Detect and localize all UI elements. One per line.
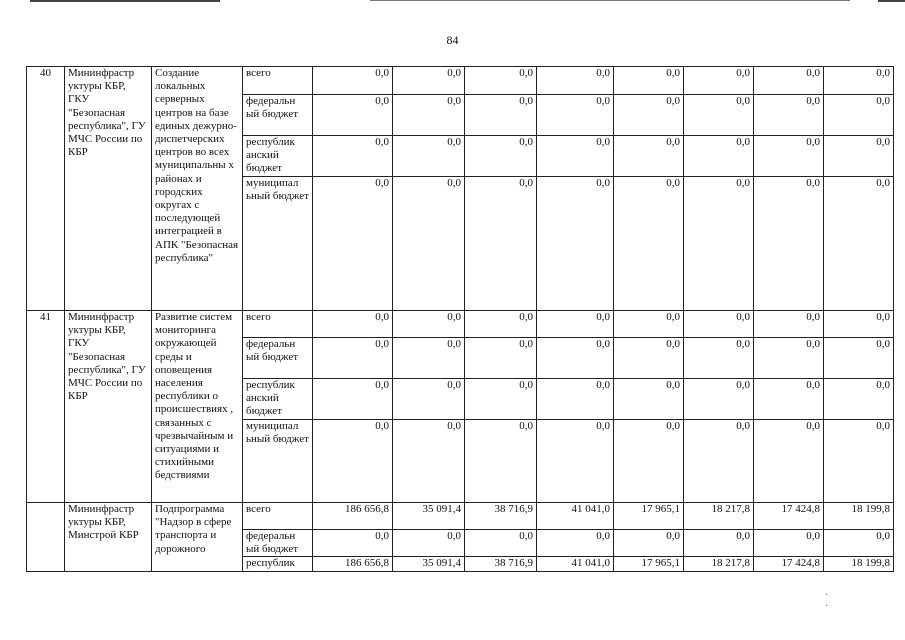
- value-cell: 0,0: [754, 338, 824, 379]
- value-cell: 0,0: [465, 311, 537, 338]
- value-cell: 38 716,9: [465, 557, 537, 571]
- table-row: [27, 67, 894, 95]
- value-cell: 0,0: [824, 338, 894, 379]
- value-cell: 0,0: [465, 67, 537, 95]
- value-cell: 0,0: [684, 530, 754, 557]
- table-row: [27, 503, 894, 530]
- executor-cell: Мининфрастр уктуры КБР, ГКУ "Безопасная республика", ГУ МЧС России по КБР: [65, 67, 152, 311]
- value-cell: 0,0: [824, 95, 894, 136]
- value-cell: 0,0: [393, 338, 465, 379]
- value-cell: 0,0: [754, 530, 824, 557]
- value-cell: 0,0: [537, 67, 614, 95]
- value-cell: 0,0: [684, 420, 754, 503]
- value-cell: 0,0: [537, 420, 614, 503]
- value-cell: 0,0: [313, 420, 393, 503]
- value-cell: 0,0: [754, 67, 824, 95]
- value-cell: 0,0: [313, 530, 393, 557]
- value-cell: 0,0: [824, 420, 894, 503]
- value-cell: 0,0: [465, 338, 537, 379]
- value-cell: 186 656,8: [313, 503, 393, 530]
- row-number: [27, 503, 65, 572]
- value-cell: 38 716,9: [465, 503, 537, 530]
- funding-source-label: федеральн ый бюджет: [243, 338, 313, 379]
- funding-source-label: всего: [243, 67, 313, 95]
- value-cell: 0,0: [684, 338, 754, 379]
- value-cell: 18 199,8: [824, 557, 894, 571]
- value-cell: 0,0: [824, 530, 894, 557]
- value-cell: 0,0: [393, 177, 465, 311]
- value-cell: 0,0: [614, 136, 684, 177]
- value-cell: 0,0: [393, 95, 465, 136]
- funding-source-label: республик: [243, 557, 313, 571]
- value-cell: 18 217,8: [684, 557, 754, 571]
- funding-source-label: республик анский бюджет: [243, 379, 313, 420]
- funding-source-label: республик анский бюджет: [243, 136, 313, 177]
- value-cell: 41 041,0: [537, 557, 614, 571]
- value-cell: 0,0: [537, 311, 614, 338]
- value-cell: 0,0: [313, 338, 393, 379]
- value-cell: 0,0: [614, 338, 684, 379]
- funding-source-label: всего: [243, 311, 313, 338]
- value-cell: 0,0: [614, 379, 684, 420]
- value-cell: 0,0: [537, 530, 614, 557]
- value-cell: 0,0: [465, 420, 537, 503]
- value-cell: 0,0: [614, 311, 684, 338]
- value-cell: 0,0: [313, 95, 393, 136]
- value-cell: 0,0: [393, 420, 465, 503]
- value-cell: 0,0: [393, 311, 465, 338]
- value-cell: 0,0: [684, 95, 754, 136]
- value-cell: 0,0: [313, 379, 393, 420]
- row-number: 40: [27, 67, 65, 311]
- value-cell: 0,0: [684, 136, 754, 177]
- value-cell: 0,0: [824, 379, 894, 420]
- value-cell: 0,0: [465, 379, 537, 420]
- value-cell: 0,0: [754, 311, 824, 338]
- value-cell: 0,0: [824, 67, 894, 95]
- value-cell: 0,0: [313, 177, 393, 311]
- value-cell: 0,0: [465, 136, 537, 177]
- value-cell: 0,0: [614, 420, 684, 503]
- value-cell: 0,0: [465, 177, 537, 311]
- value-cell: 35 091,4: [393, 503, 465, 530]
- value-cell: 17 965,1: [614, 557, 684, 571]
- value-cell: 0,0: [313, 311, 393, 338]
- funding-source-label: всего: [243, 503, 313, 530]
- value-cell: 0,0: [537, 338, 614, 379]
- value-cell: 0,0: [537, 95, 614, 136]
- table-row: [27, 311, 894, 338]
- value-cell: 18 199,8: [824, 503, 894, 530]
- value-cell: 0,0: [537, 136, 614, 177]
- value-cell: 0,0: [465, 530, 537, 557]
- value-cell: 0,0: [824, 311, 894, 338]
- executor-cell: Мининфрастр уктуры КБР, Минстрой КБР: [65, 503, 152, 572]
- funding-source-label: муниципал ьный бюджет: [243, 420, 313, 503]
- value-cell: 0,0: [393, 136, 465, 177]
- scan-dots: · ·: [825, 590, 859, 612]
- value-cell: 0,0: [313, 136, 393, 177]
- value-cell: 186 656,8: [313, 557, 393, 571]
- value-cell: 17 424,8: [754, 503, 824, 530]
- value-cell: 17 965,1: [614, 503, 684, 530]
- value-cell: 0,0: [684, 177, 754, 311]
- value-cell: 0,0: [824, 136, 894, 177]
- value-cell: 0,0: [537, 379, 614, 420]
- funding-source-label: федеральн ый бюджет: [243, 95, 313, 136]
- value-cell: 0,0: [465, 95, 537, 136]
- value-cell: 0,0: [313, 67, 393, 95]
- value-cell: 0,0: [754, 379, 824, 420]
- value-cell: 0,0: [754, 136, 824, 177]
- value-cell: 0,0: [684, 67, 754, 95]
- value-cell: 0,0: [393, 67, 465, 95]
- measure-cell: Развитие систем мониторинга окружающей среды и оповещения населения республики о происшествиях , связанных с чрезвычайным и ситуациями и стихийными бедствиями: [152, 311, 243, 503]
- value-cell: 17 424,8: [754, 557, 824, 571]
- value-cell: 0,0: [824, 177, 894, 311]
- value-cell: 0,0: [393, 530, 465, 557]
- value-cell: 0,0: [754, 177, 824, 311]
- value-cell: 18 217,8: [684, 503, 754, 530]
- value-cell: 0,0: [754, 95, 824, 136]
- value-cell: 0,0: [393, 379, 465, 420]
- budget-table: [26, 66, 894, 572]
- page-number: 84: [446, 33, 459, 47]
- scan-top-edge: [0, 0, 905, 4]
- measure-cell: Подпрограмма "Надзор в сфере транспорта и дорожного: [152, 503, 243, 572]
- funding-source-label: муниципал ьный бюджет: [243, 177, 313, 311]
- value-cell: 0,0: [614, 177, 684, 311]
- value-cell: 41 041,0: [537, 503, 614, 530]
- value-cell: 0,0: [684, 311, 754, 338]
- value-cell: 0,0: [614, 530, 684, 557]
- value-cell: 0,0: [614, 67, 684, 95]
- value-cell: 35 091,4: [393, 557, 465, 571]
- value-cell: 0,0: [684, 379, 754, 420]
- value-cell: 0,0: [754, 420, 824, 503]
- table-body: [27, 67, 894, 572]
- value-cell: 0,0: [537, 177, 614, 311]
- measure-cell: Создание локальных серверных центров на базе единых дежурно-диспетчерских центров во всех муниципальны х районах и городских округах с последующей интеграцией в АПК "Безопасная республика": [152, 67, 243, 311]
- row-number: 41: [27, 311, 65, 503]
- funding-source-label: федеральн ый бюджет: [243, 530, 313, 557]
- value-cell: 0,0: [614, 95, 684, 136]
- executor-cell: Мининфрастр уктуры КБР, ГКУ "Безопасная республика", ГУ МЧС России по КБР: [65, 311, 152, 503]
